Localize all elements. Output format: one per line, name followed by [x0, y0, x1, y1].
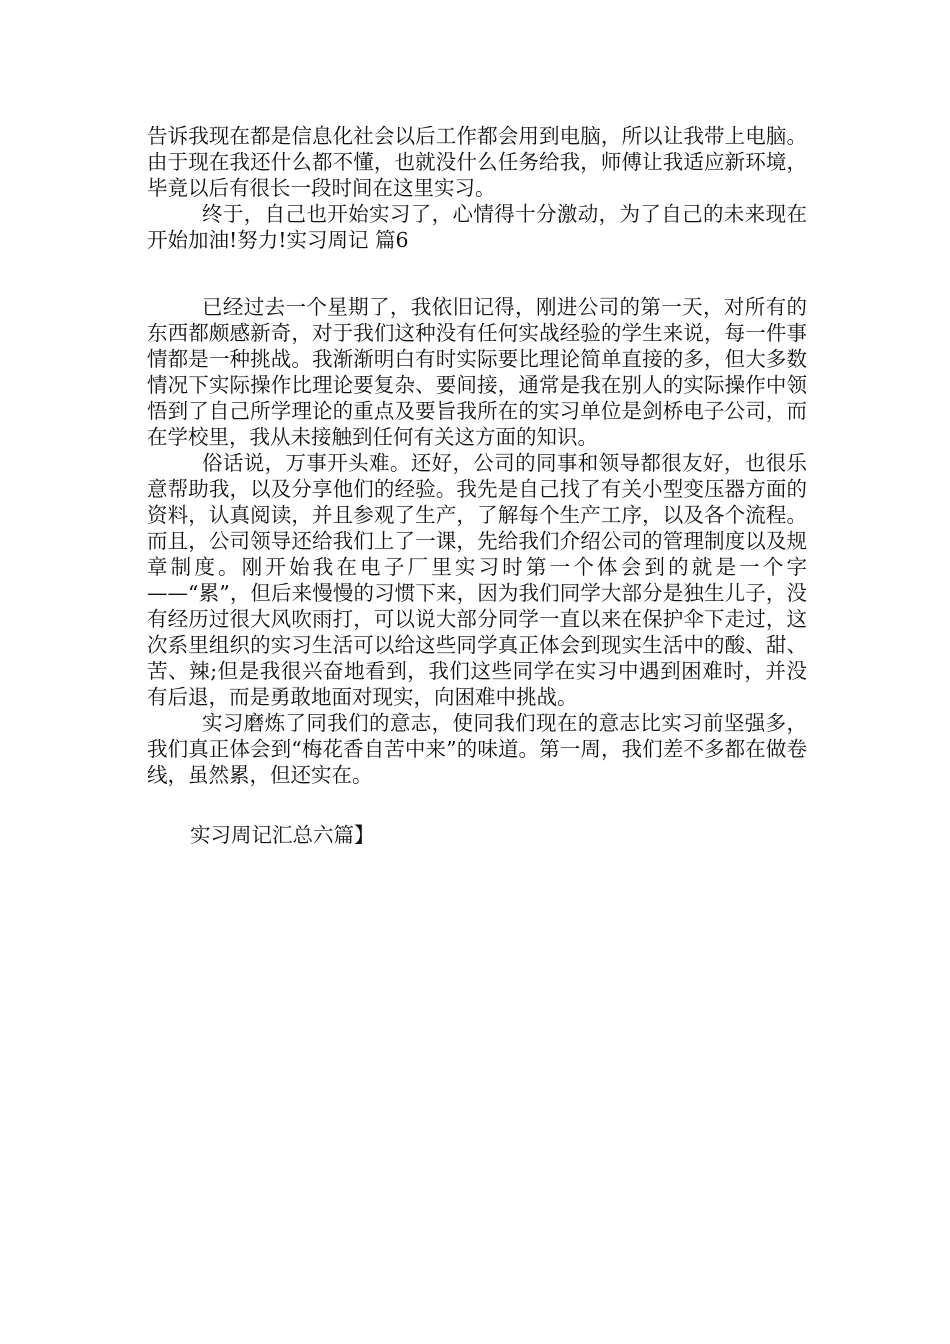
paragraph: 告诉我现在都是信息化社会以后工作都会用到电脑，所以让我带上电脑。由于现在我还什么都不懂，也就没什么任务给我，师傅让我适应新环境，毕竟以后有很长一段时间在这里实习。: [147, 124, 807, 200]
paragraph: 实习磨炼了同我们的意志，使同我们现在的意志比实习前坚强多，我们真正体会到“梅花香自苦中来”的味道。第一周，我们差不多都在做卷线，虽然累，但还实在。: [147, 711, 807, 787]
paragraph: 已经过去一个星期了，我依旧记得，刚进公司的第一天，对所有的东西都颇感新奇，对于我们这种没有任何实战经验的学生来说，每一件事情都是一种挑战。我渐渐明白有时实际要比理论简单直接的多，但大多数情况下实际操作比理论要复杂、要间接，通常是我在别人的实际操作中领悟到了自己所学理论的重点及要旨我所在的实习单位是剑桥电子公司，而在学校里，我从未接触到任何有关这方面的知识。: [147, 295, 807, 449]
paragraph: 俗话说，万事开头难。还好，公司的同事和领导都很友好，也很乐意帮助我，以及分享他们的经验。我先是自己找了有关小型变压器方面的资料，认真阅读，并且参观了生产，了解每个生产工序，以及各个流程。而且，公司领导还给我们上了一课，先给我们介绍公司的管理制度以及规章制度。刚开始我在电子厂里实习时第一个体会到的就是一个字——“累”，但后来慢慢的习惯下来，因为我们同学大部分是独生儿子，没有经历过很大风吹雨打，可以说大部分同学一直以来在保护伞下走过，这次系里组织的实习生活可以给这些同学真正体会到现实生活中的酸、甜、苦、辣;但是我很兴奋地看到，我们这些同学在实习中遇到困难时，并没有后退，而是勇敢地面对现实，向困难中挑战。: [147, 451, 807, 709]
paragraph: 终于，自己也开始实习了，心情得十分激动，为了自己的未来现在开始加油!努力!实习周记 篇6: [147, 202, 807, 252]
journal-section-6: [147, 294, 807, 788]
continuation-text-block: [147, 123, 807, 253]
footer-title: 实习周记汇总六篇】: [190, 823, 375, 847]
